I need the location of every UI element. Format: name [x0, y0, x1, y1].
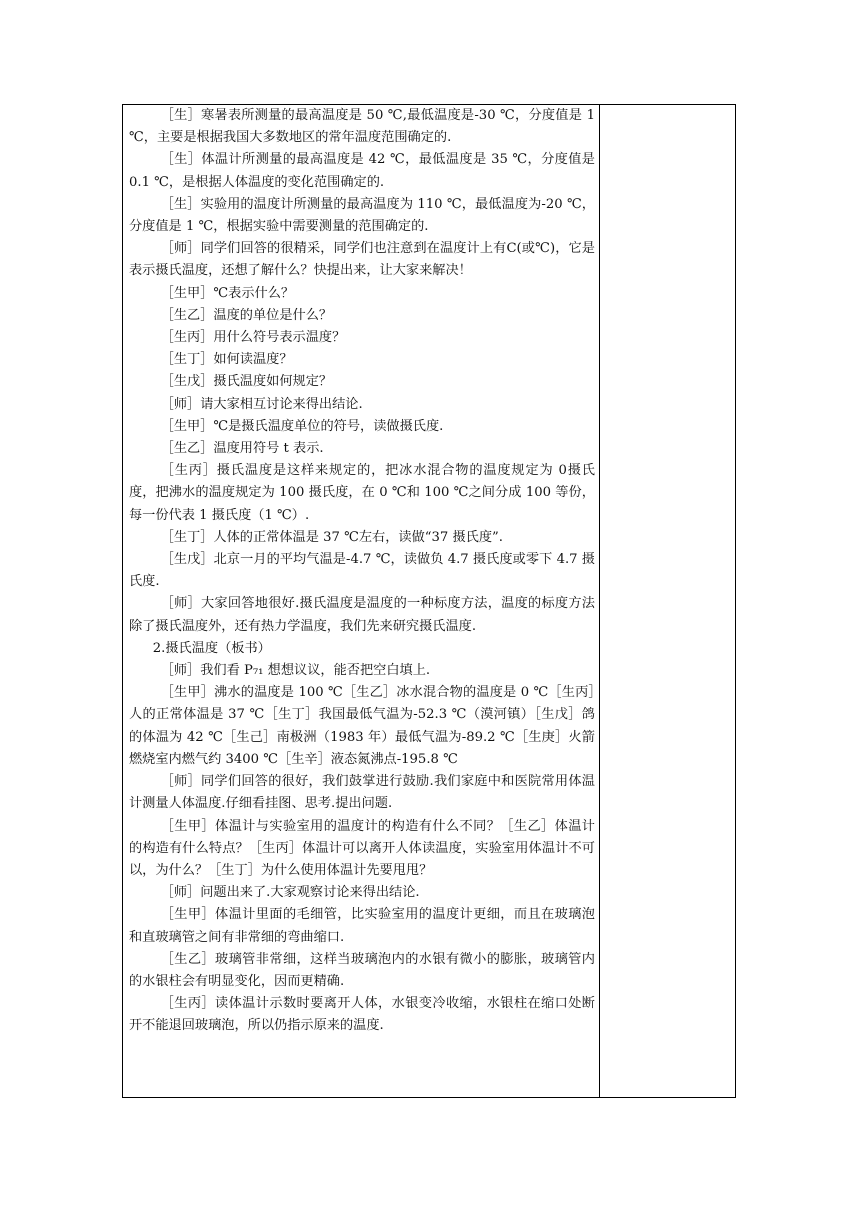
paragraph: ［生丙］摄氏温度是这样来规定的，把冰水混合物的温度规定为 0摄氏度，把沸水的温度规定为 100 摄氏度，在 0 ℃和 100 ℃之间分成 100 等份，每一份代表 1 摄氏度（1 ℃）.: [129, 463, 595, 523]
paragraph: ［师］大家回答地很好.摄氏温度是温度的一种标度方法，温度的标度方法除了摄氏温度外，还有热力学温度，我们先来研究摄氏温度.: [129, 596, 595, 634]
paragraph: ［生戊］摄氏温度如何规定？: [160, 374, 333, 390]
paragraph: ［生乙］温度的单位是什么？: [160, 307, 333, 323]
paragraph: ［生乙］玻璃管非常细，这样当玻璃泡内的水银有微小的膨胀，玻璃管内的水银柱会有明显变化，因而更精确.: [129, 951, 595, 989]
section-heading: 2.摄氏温度（板书）: [152, 640, 271, 656]
paragraph: ［生丁］如何读温度？: [160, 352, 293, 368]
paragraph: ［生］寒暑表所测量的最高温度是 50 ℃,最低温度是-30 ℃，分度值是 1 ℃，主要是根据我国大多数地区的常年温度范围确定的.: [129, 108, 595, 146]
paragraph: ［生］实验用的温度计所测量的最高温度为 110 ℃，最低温度为-20 ℃，分度值是 1 ℃，根据实验中需要测量的范围确定的.: [129, 196, 595, 235]
main-column: [129, 105, 595, 1038]
paragraph: ［生甲］沸水的温度是 100 ℃［生乙］冰水混合物的温度是 0 ℃［生丙］人的正常体温是 37 ℃［生丁］我国最低气温为-52.3 ℃（漠河镇）［生戊］鸽的体温为 42 ℃［生己］南极洲（1983 年）最低气温为-89.2 ℃［生庚］火箭燃烧室内燃气约 3400 ℃［生辛］液态氮沸点-195.8 ℃: [129, 685, 595, 767]
paragraph: ［生］体温计所测量的最高温度是 42 ℃，最低温度是 35 ℃，分度值是 0.1 ℃，是根据人体温度的变化范围确定的.: [129, 152, 595, 190]
lesson-table: [122, 104, 736, 1098]
paragraph: ［生丙］用什么符号表示温度？: [160, 330, 346, 346]
notes-column: [600, 105, 735, 1097]
paragraph: ［生丁］人体的正常体温是 37 ℃左右，读做“37 摄氏度”.: [160, 529, 503, 545]
paragraph: ［生丙］读体温计示数时要离开人体，水银变冷收缩，水银柱在缩口处断开不能退回玻璃泡，所以仍指示原来的温度.: [129, 996, 595, 1034]
paragraph: ［师］问题出来了.大家观察讨论来得出结论.: [160, 885, 420, 901]
paragraph: ［生甲］体温计与实验室用的温度计的构造有什么不同？［生乙］体温计的构造有什么特点？［生丙］体温计可以离开人体读温度，实验室用体温计不可以，为什么？［生丁］为什么使用体温计先要甩甩？: [129, 818, 595, 878]
paragraph: ［师］我们看 P₇₁ 想想议议，能否把空白填上.: [160, 663, 431, 679]
paragraph: ［生甲］体温计里面的毛细管，比实验室用的温度计更细，而且在玻璃泡和直玻璃管之间有非常细的弯曲缩口.: [129, 907, 595, 945]
paragraph: ［生甲］℃是摄氏温度单位的符号，读做摄氏度.: [160, 418, 444, 434]
paragraph: ［生甲］℃表示什么？: [160, 285, 295, 301]
paragraph: ［师］请大家相互讨论来得出结论.: [160, 396, 363, 412]
paragraph: ［生乙］温度用符号 t 表示.: [160, 441, 324, 457]
paragraph: ［生戊］北京一月的平均气温是-4.7 ℃，读做负 4.7 摄氏度或零下 4.7 摄氏度.: [129, 552, 595, 590]
paragraph: ［师］同学们回答的很精采，同学们也注意到在温度计上有C(或℃)，它是表示摄氏温度，还想了解什么？快提出来，让大家来解决！: [129, 241, 595, 279]
paragraph: ［师］同学们回答的很好，我们鼓掌进行鼓励.我们家庭中和医院常用体温计测量人体温度.仔细看挂图、思考.提出问题.: [129, 774, 595, 812]
